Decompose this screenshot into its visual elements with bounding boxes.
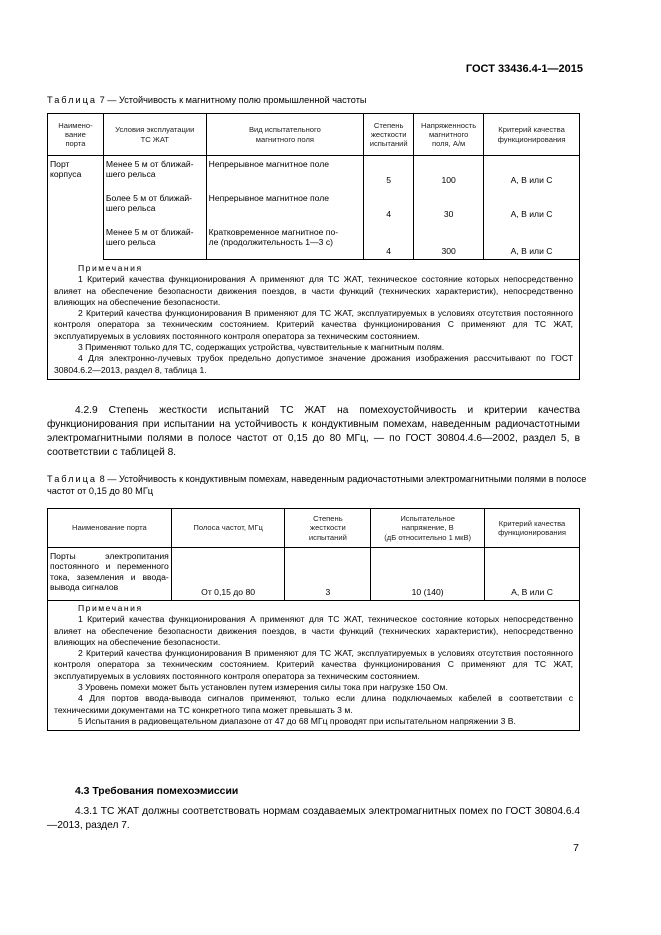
table7-severity-cell: 4 xyxy=(364,226,414,260)
table8-header-voltage: Испытательное напряжение, В (дБ относительно 1 мкВ) xyxy=(371,509,485,548)
table8-header-severity: Степень жесткости испытаний xyxy=(285,509,371,548)
table8-band-cell: От 0,15 до 80 xyxy=(171,548,285,601)
table7-severity-cell: 4 xyxy=(364,192,414,226)
table8-note-5: 5 Испытания в радиовещательном диапазоне от 47 до 68 МГц проводят при испытательном напряжении 3 В. xyxy=(78,715,516,726)
page-number: 7 xyxy=(573,842,579,854)
table8-header-criterion: Критерий качества функционирования xyxy=(485,509,580,548)
table7-port-cell: Порт корпуса xyxy=(48,156,104,260)
table7-notes-title: Примечания xyxy=(78,263,143,273)
table7-note-1: 1 Критерий качества функционирования А применяют для ТС ЖАТ, техническое состояние которых непосредственно влияет на обеспечение безопасности движения поездов, в части функций (технических характеристик), непосредственно влияющих на обеспечение безопасности. xyxy=(54,274,573,307)
table7-note-3: 3 Применяют только для ТС, содержащих устройства, чувствительные к магнитным полям. xyxy=(78,342,445,353)
table8 xyxy=(47,508,580,601)
table7-note-2: 2 Критерий качества функционирования В применяют для ТС ЖАТ, эксплуатируемых в условиях отсутствия постоянного контроля оператора за техническим состоянием. Критерий качества функционирования С применяют для ТС ЖАТ, эксплуатируемых в условиях постоянного контроля оператора за техническим состоянием. xyxy=(54,308,573,341)
table7-severity-cell: 5 xyxy=(364,156,414,192)
table7-criterion-cell: А, В или С xyxy=(484,192,580,226)
table7-field-cell: Непрерывное магнитное поле xyxy=(206,192,364,226)
table7-field-cell: Непрерывное магнитное поле xyxy=(206,156,364,192)
table8-severity-cell: 3 xyxy=(285,548,371,601)
table8-caption-text: 8 — Устойчивость к кондуктивным помехам, наведенным радиочастотными электромагнитными полями в полосе частот от 0,15 до 80 МГц xyxy=(47,474,587,496)
table7-strength-cell: 30 xyxy=(414,192,484,226)
document-id: ГОСТ 33436.4-1—2015 xyxy=(465,63,583,75)
table7-conditions-cell: Менее 5 м от ближай- шего рельса xyxy=(103,226,206,260)
table8-criterion-cell: А, В или С xyxy=(485,548,580,601)
table7-conditions-cell: Менее 5 м от ближай- шего рельса xyxy=(103,156,206,192)
table7-note-4: 4 Для электронно-лучевых трубок предельно допустимое значение дрожания изображения рассчитывают по ГОСТ 30804.6.2—2013, раздел 8, таблица 1. xyxy=(54,353,573,375)
paragraph-4-3-1-text: 4.3.1 ТС ЖАТ должны соответствовать нормам создаваемых электромагнитных помех по ГОСТ 30804.6.4—2013, раздел 7. xyxy=(47,806,580,831)
table7-caption-prefix: Таблица xyxy=(47,95,98,105)
table7-caption-text: 7 — Устойчивость к магнитному полю промышленной частоты xyxy=(97,95,367,105)
table8-note-1: 1 Критерий качества функционирования А применяют для ТС ЖАТ, техническое состояние которых непосредственно влияет на обеспечение безопасности движения поездов, в части функций (технических характеристик), непосредственно влияющих на обеспечение безопасности. xyxy=(54,614,573,647)
paragraph-4-3-1 xyxy=(47,805,580,833)
section-4-3-heading: 4.3 Требования помехоэмиссии xyxy=(75,786,239,797)
table-row xyxy=(48,192,580,226)
table-row xyxy=(48,226,580,260)
table7-conditions-cell: Более 5 м от ближай- шего рельса xyxy=(103,192,206,226)
table7-criterion-cell: А, В или С xyxy=(484,156,580,192)
table7-strength-cell: 100 xyxy=(414,156,484,192)
table8-note-2: 2 Критерий качества функционирования В применяют для ТС ЖАТ, эксплуатируемых в условиях отсутствия постоянного контроля оператора за техническим состоянием. Критерий качества функционирования С применяют для ТС ЖАТ, эксплуатируемых в условиях постоянного контроля оператора за техническим состоянием. xyxy=(54,648,573,681)
table8-caption-prefix: Таблица xyxy=(47,474,98,484)
table7-strength-cell: 300 xyxy=(414,226,484,260)
table8-port-cell: Порты электропитания постоянного и переменного тока, заземления и ввода-вывода сигналов xyxy=(48,548,172,601)
paragraph-4-2-9-text: 4.2.9 Степень жесткости испытаний ТС ЖАТ на помехоустойчивость и критерии качества функционирования при испытании на устойчивость к кондуктивным помехам, наведенным радиочастотными электромагнитными полями в полосе частот от 0,15 до 80 МГц, — по ГОСТ 30804.4.6—2002, раздел 5, в соответствии с таблицей 8. xyxy=(47,405,580,458)
table7-header-strength: Напряженность магнитного поля, А/м xyxy=(414,114,484,156)
table7-header-criterion: Критерий качества функционирования xyxy=(484,114,580,156)
table7-header-field: Вид испытательного магнитного поля xyxy=(206,114,364,156)
table8-header-port: Наименование порта xyxy=(48,509,172,548)
table8-notes xyxy=(47,600,580,731)
table7-field-cell: Кратковременное магнитное по- ле (продолжительность 1—3 с) xyxy=(206,226,364,260)
table7-notes xyxy=(47,260,580,380)
table7-header-severity: Степень жесткости испытаний xyxy=(364,114,414,156)
table8-note-3: 3 Уровень помехи может быть установлен путем измерения силы тока при нагрузке 150 Ом. xyxy=(78,682,448,693)
table7-caption xyxy=(47,94,615,106)
table8-caption xyxy=(47,473,615,497)
table-row xyxy=(48,548,580,601)
table7-criterion-cell: А, В или С xyxy=(484,226,580,260)
table8-voltage-cell: 10 (140) xyxy=(371,548,485,601)
table8-header-band: Полоса частот, МГц xyxy=(171,509,285,548)
table8-notes-title: Примечания xyxy=(78,603,143,613)
paragraph-4-2-9 xyxy=(47,404,580,460)
table8-note-4: 4 Для портов ввода-вывода сигналов применяют, только если длина подключаемых кабелей в соответствии с техническими документами на ТС конкретного типа может превышать 3 м. xyxy=(54,693,573,715)
table-row xyxy=(48,156,580,192)
table7 xyxy=(47,113,580,260)
table7-header-port: Наимено- вание порта xyxy=(48,114,104,156)
table7-header-conditions: Условия эксплуатации ТС ЖАТ xyxy=(103,114,206,156)
